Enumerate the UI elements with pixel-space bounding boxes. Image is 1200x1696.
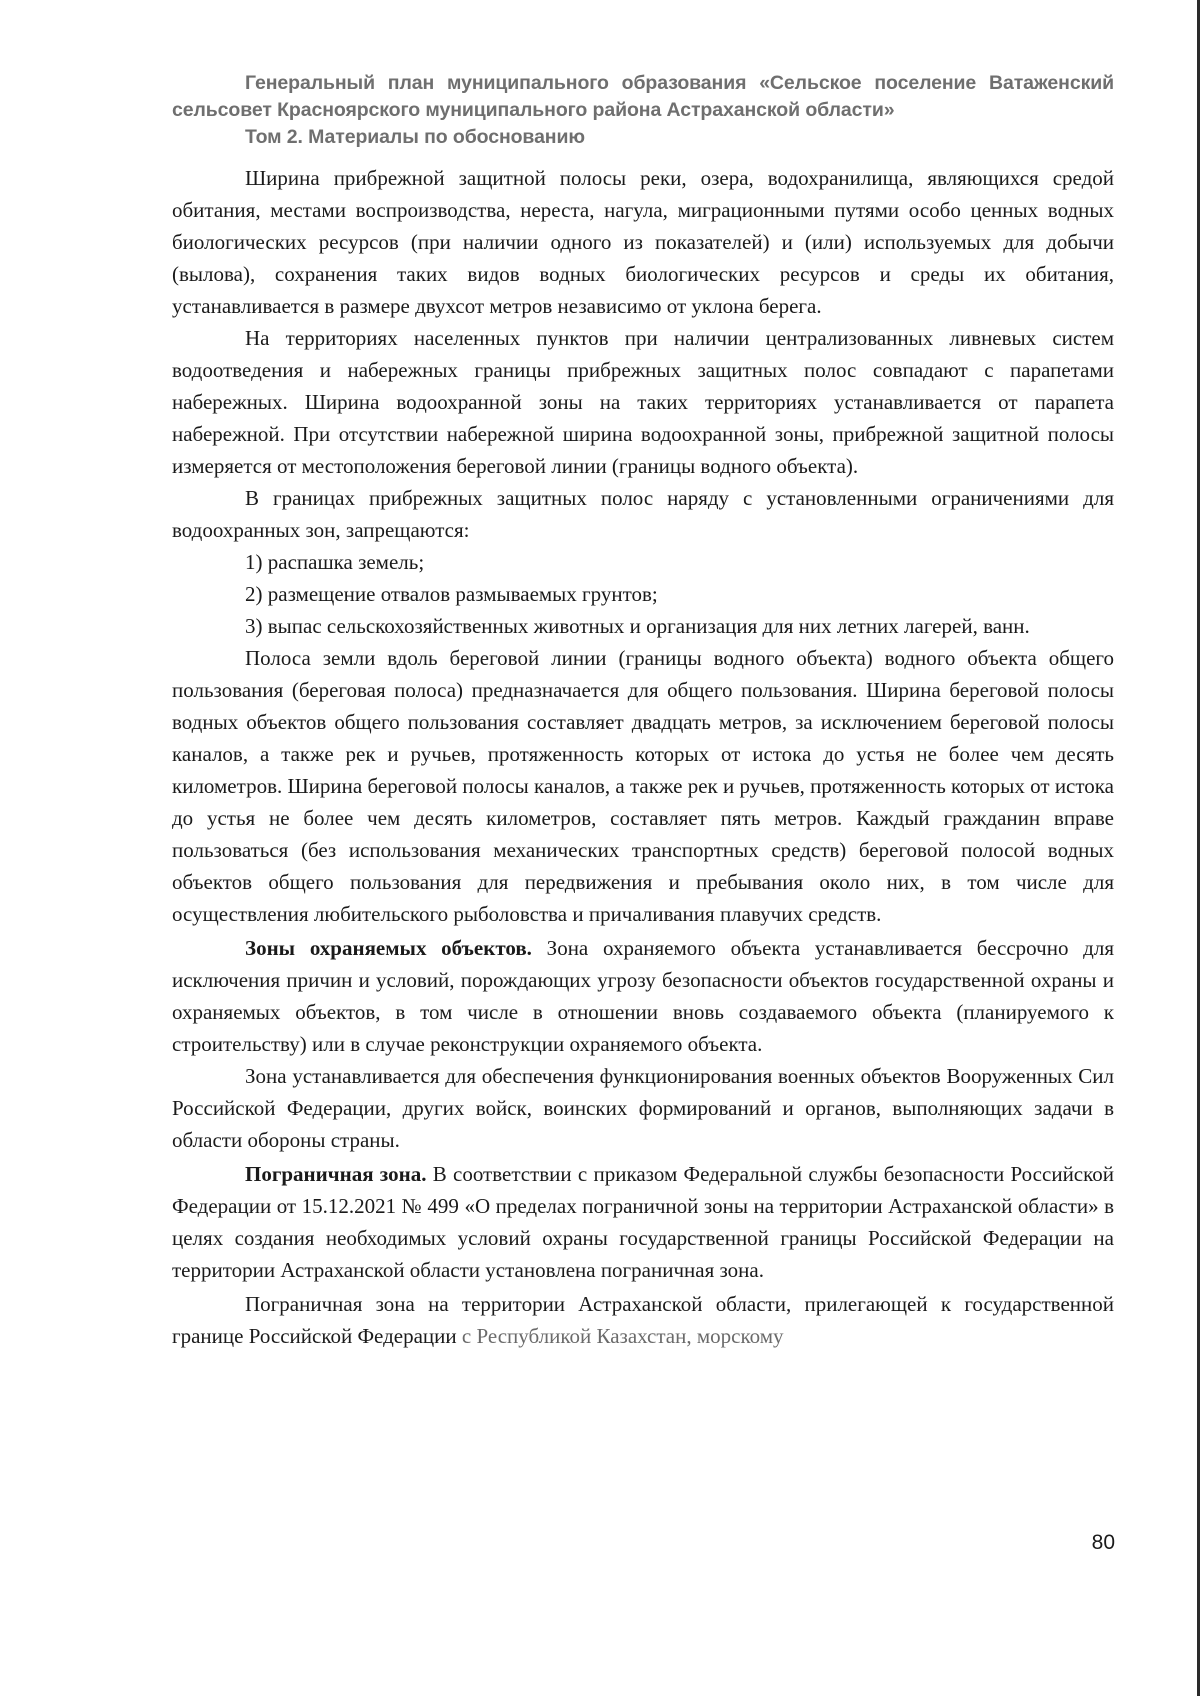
text-border-zone-territory: Пограничная зона на территории Астраханской области, прилегающей к государственной границе Российской Федерации (172, 1292, 1114, 1348)
page-number: 80 (1091, 1531, 1115, 1554)
list-item-plowing: 1) распашка земель; (245, 550, 425, 574)
header-volume: Том 2. Материалы по обоснованию (245, 126, 585, 148)
document-body (172, 162, 1114, 1352)
heading-protected-objects: Зоны охраняемых объектов. (245, 936, 532, 960)
list-item-dumps: 2) размещение отвалов размываемых грунтов; (245, 582, 658, 606)
paragraph-prohibitions-intro: В границах прибрежных защитных полос наряду с установленными ограничениями для водоохранных зон, запрещаются: (172, 486, 1114, 542)
text-border-zone: В соответствии с приказом Федеральной службы безопасности Российской Федерации от 15.12.2021 № 499 «О пределах пограничной зоны на территории Астраханской области» в целях создания необходимых условий охраны государственной границы Российской Федерации на территории Астраханской области установлена пограничная зона. (172, 1162, 1114, 1282)
heading-border-zone: Пограничная зона. (245, 1162, 427, 1186)
paragraph-coastal-strip-width: Ширина прибрежной защитной полосы реки, озера, водохранилища, являющихся средой обитания, местами воспроизводства, нереста, нагула, миграционными путями особо ценных водных биологических ресурсов (при наличии одного из показателей) и (или) используемых для добычи (вылова), сохранения таких видов водных биологических ресурсов и среды их обитания, устанавливается в размере двухсот метров независимо от уклона берега. (172, 166, 1114, 318)
paragraph-coastal-band: Полоса земли вдоль береговой линии (границы водного объекта) водного объекта общего пользования (береговая полоса) предназначается для общего пользования. Ширина береговой полосы водных объектов общего пользования составляет двадцать метров, за исключением береговой полосы каналов, а также рек и ручьев, протяженность которых от истока до устья не более чем десять километров. Ширина береговой полосы каналов, а также рек и ручьев, протяженность которых от истока до устья не более чем десять километров, составляет пять метров. Каждый гражданин вправе пользоваться (без использования механических транспортных средств) береговой полосой водных объектов общего пользования для передвижения и пребывания около них, в том числе для осуществления любительского рыболовства и причаливания плавучих средств. (172, 646, 1114, 926)
page-header (172, 70, 1114, 151)
paragraph-border-zone-territory (172, 1288, 1114, 1352)
header-title-line1: Генеральный план муниципального образования «Сельское поселение Ватаженский (245, 72, 1114, 94)
paragraph-protected-objects (172, 932, 1114, 1060)
text-protected-objects: Зона охраняемого объекта устанавливается бессрочно для исключения причин и условий, порождающих угрозу безопасности объектов государственной охраны и охраняемых объектов, в том числе в отношении вновь создаваемого объекта (планируемого к строительству) или в случае реконструкции охраняемого объекта. (172, 936, 1114, 1056)
list-item-grazing: 3) выпас сельскохозяйственных животных и организация для них летних лагерей, ванн. (245, 614, 1030, 638)
header-title-line2: сельсовет Красноярского муниципального района Астраханской области» (172, 99, 895, 121)
paragraph-border-zone (172, 1158, 1114, 1286)
text-border-zone-territory-faded: с Республикой Казахстан, морскому (461, 1324, 784, 1348)
paragraph-settlement-territories: На территориях населенных пунктов при наличии централизованных ливневых систем водоотведения и набережных границы прибрежных защитных полос совпадают с парапетами набережных. Ширина водоохранной зоны на таких территориях устанавливается от парапета набережной. При отсутствии набережной ширина водоохранной зоны, прибрежной защитной полосы измеряется от местоположения береговой линии (границы водного объекта). (172, 326, 1114, 478)
paragraph-military-zone: Зона устанавливается для обеспечения функционирования военных объектов Вооруженных Сил Российской Федерации, других войск, воинских формирований и органов, выполняющих задачи в области обороны страны. (172, 1064, 1114, 1152)
